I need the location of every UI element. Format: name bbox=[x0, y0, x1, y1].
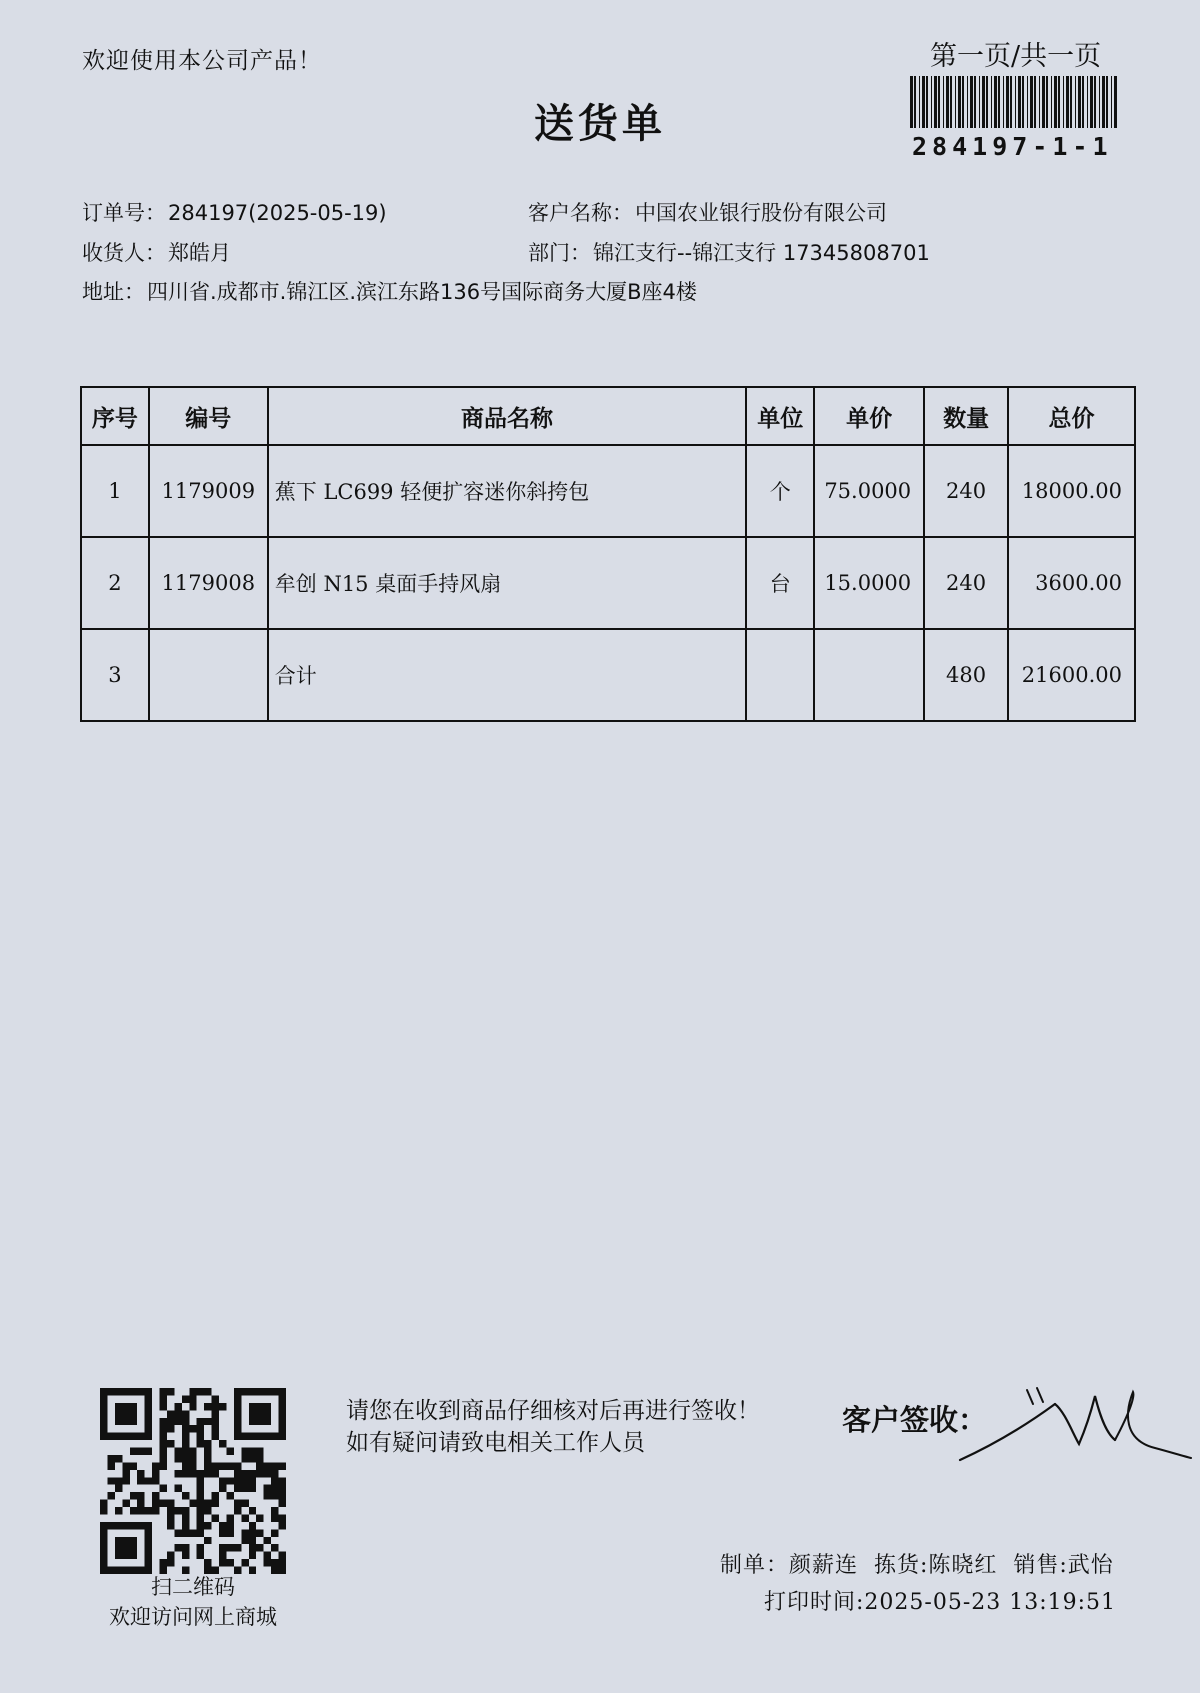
receipt-notice: 请您在收到商品仔细核对后再进行签收！如有疑问请致电相关工作人员 bbox=[346, 1398, 760, 1456]
cell-total: 3600.00 bbox=[1008, 537, 1135, 629]
cell-total: 21600.00 bbox=[1008, 629, 1135, 721]
table-row-total bbox=[81, 629, 1135, 721]
header-unit-price: 单价 bbox=[814, 387, 924, 445]
cell-quantity: 240 bbox=[924, 537, 1008, 629]
header-total: 总价 bbox=[1008, 387, 1135, 445]
customer-name-label: 客户名称： bbox=[528, 201, 633, 225]
order-number-value: 284197(2025-05-19) bbox=[168, 201, 387, 225]
cell-seq: 3 bbox=[81, 629, 149, 721]
cell-unit: 个 bbox=[746, 445, 814, 537]
cell-unit-price: 75.0000 bbox=[814, 445, 924, 537]
qr-caption-line-1: 扫二维码 bbox=[151, 1575, 235, 1599]
welcome-text: 欢迎使用本公司产品！ bbox=[82, 48, 322, 74]
receiver-label: 收货人： bbox=[82, 241, 166, 265]
customer-sign-label: 客户签收： bbox=[842, 1403, 988, 1437]
document-title: 送货单 bbox=[534, 101, 666, 147]
cell-quantity: 480 bbox=[924, 629, 1008, 721]
cell-code: 1179009 bbox=[149, 445, 268, 537]
staff-info: 制单：颜薪连 拣货:陈晓红 销售:武怡 bbox=[720, 1553, 1114, 1578]
address-value: 四川省.成都市.锦江区.滨江东路136号国际商务大厦B座4楼 bbox=[147, 280, 697, 304]
receiver-value: 郑皓月 bbox=[168, 241, 231, 265]
cell-unit-price: 15.0000 bbox=[814, 537, 924, 629]
table-row bbox=[81, 445, 1135, 537]
cell-unit-price bbox=[814, 629, 924, 721]
header-quantity: 数量 bbox=[924, 387, 1008, 445]
department-value: 锦江支行--锦江支行 17345808701 bbox=[593, 241, 930, 265]
header-code: 编号 bbox=[149, 387, 268, 445]
cell-seq: 2 bbox=[81, 537, 149, 629]
cell-product-name: 蕉下 LC699 轻便扩容迷你斜挎包 bbox=[268, 445, 747, 537]
items-table bbox=[80, 386, 1136, 722]
cell-seq: 1 bbox=[81, 445, 149, 537]
cell-unit bbox=[746, 629, 814, 721]
barcode-number: 284197-1-1 bbox=[912, 132, 1113, 161]
header-product-name: 商品名称 bbox=[268, 387, 747, 445]
cell-quantity: 240 bbox=[924, 445, 1008, 537]
qr-code-image bbox=[100, 1388, 286, 1574]
cell-total: 18000.00 bbox=[1008, 445, 1135, 537]
print-time: 打印时间:2025-05-23 13:19:51 bbox=[764, 1590, 1117, 1615]
cell-code: 1179008 bbox=[149, 537, 268, 629]
cell-code bbox=[149, 629, 268, 721]
table-header-row bbox=[81, 387, 1135, 445]
receiver-field bbox=[82, 237, 231, 267]
page-indicator: 第一页/共一页 bbox=[930, 41, 1102, 72]
customer-name-field bbox=[528, 197, 887, 227]
cell-product-name: 合计 bbox=[268, 629, 747, 721]
department-field bbox=[528, 237, 930, 267]
order-number-field bbox=[82, 197, 387, 227]
order-number-label: 订单号： bbox=[82, 201, 166, 225]
table-row bbox=[81, 537, 1135, 629]
customer-name-value: 中国农业银行股份有限公司 bbox=[635, 201, 887, 225]
header-seq: 序号 bbox=[81, 387, 149, 445]
qr-caption bbox=[80, 1572, 306, 1632]
address-label: 地址： bbox=[82, 280, 145, 304]
department-label: 部门： bbox=[528, 241, 591, 265]
cell-product-name: 牟创 N15 桌面手持风扇 bbox=[268, 537, 747, 629]
barcode-image bbox=[910, 76, 1120, 128]
header-unit: 单位 bbox=[746, 387, 814, 445]
handwritten-signature bbox=[955, 1382, 1195, 1472]
qr-caption-line-2: 欢迎访问网上商城 bbox=[109, 1605, 277, 1629]
address-field bbox=[82, 276, 697, 306]
cell-unit: 台 bbox=[746, 537, 814, 629]
